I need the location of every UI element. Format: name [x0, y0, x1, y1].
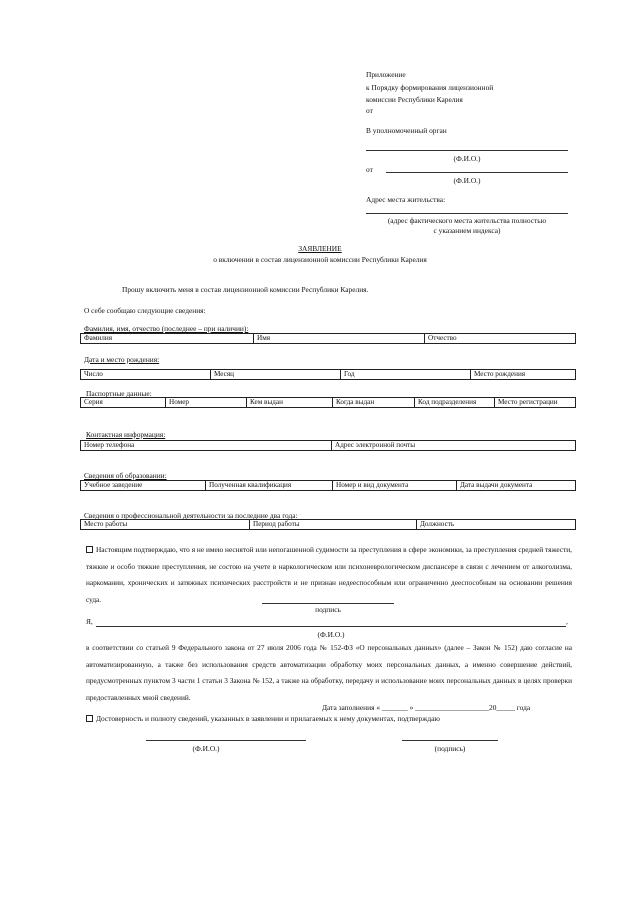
- work-table: [80, 519, 576, 530]
- first-name-field[interactable]: Имя: [254, 334, 425, 344]
- address-label: Адрес места жительства:: [366, 195, 446, 204]
- appendix-line-3: комиссии Республики Карелия: [366, 95, 463, 104]
- document-subtitle: о включении в состав лицензионной комиссии Республики Карелия: [213, 255, 427, 264]
- birth-table: [80, 369, 576, 380]
- footer-fio-caption: (Ф.И.О.): [192, 744, 220, 753]
- confirmation-checkbox[interactable]: [86, 546, 93, 553]
- birth-section-label: Дата и место рождения:: [84, 355, 160, 364]
- confirmation-block: [86, 542, 572, 608]
- accuracy-block: [86, 714, 440, 723]
- address-hint-1: (адрес фактического места жительства полностью: [387, 216, 547, 225]
- applicant-from-label: от: [366, 165, 373, 174]
- fio-caption: (Ф.И.О.): [317, 630, 345, 639]
- birth-place-field[interactable]: Место рождения: [471, 370, 576, 380]
- fill-date-line[interactable]: Дата заполнения « _______ » ____________________20_____ года: [322, 703, 531, 712]
- ya-suffix: ,: [566, 617, 568, 626]
- email-field[interactable]: Адрес электронной почты: [332, 441, 576, 451]
- address-line[interactable]: [366, 213, 568, 214]
- contact-section-label: Контактная информация:: [86, 430, 166, 439]
- workplace-field[interactable]: Место работы: [81, 520, 250, 530]
- phone-field[interactable]: Номер телефона: [81, 441, 332, 451]
- passport-number-field[interactable]: Номер: [166, 398, 247, 408]
- recipient-line[interactable]: [366, 150, 568, 151]
- consent-text: в соответствии со статьей 9 Федерального закона от 27 июля 2006 года № 152-ФЗ «О персональных данных» (далее – Закон № 152) даю согласие на автоматизированную, а также без использования средств автоматизации обработку моих персональных данных, а именно совершение действий, предусмотренных пунктом 3 части 1 статьи 3 Закона № 152, а также на обработку, передачу и использование моих персональных данных в целях проверки предоставленных мной сведений.: [86, 643, 572, 702]
- passport-table: [80, 397, 576, 408]
- name-section-label: Фамилия, имя, отчество (последнее – при наличии):: [84, 324, 249, 333]
- passport-section-label: Паспортные данные:: [86, 389, 152, 398]
- applicant-from-line[interactable]: [386, 172, 568, 173]
- passport-issue-date-field[interactable]: Когда выдан: [333, 398, 415, 408]
- signature-caption: подпись: [315, 605, 341, 614]
- patronymic-field[interactable]: Отчество: [425, 334, 576, 344]
- accuracy-checkbox[interactable]: [86, 715, 93, 722]
- name-table: [80, 333, 576, 344]
- birth-year-field[interactable]: Год: [341, 370, 471, 380]
- ya-prefix: Я,: [86, 617, 93, 626]
- contact-table: [80, 440, 576, 451]
- accuracy-text: Достоверность и полноту сведений, указанных в заявлении и прилагаемых к нему документах, подтверждаю: [96, 714, 440, 723]
- passport-division-code-field[interactable]: Код подразделения: [415, 398, 495, 408]
- from-label: от: [366, 106, 373, 115]
- document-date-field[interactable]: Дата выдачи документа: [457, 481, 576, 491]
- footer-fio-line[interactable]: [146, 740, 306, 741]
- birth-month-field[interactable]: Месяц: [211, 370, 341, 380]
- surname-field[interactable]: Фамилия: [81, 334, 254, 344]
- applicant-fio-caption: (Ф.И.О.): [453, 176, 481, 185]
- position-field[interactable]: Должность: [417, 520, 576, 530]
- passport-issuer-field[interactable]: Кем выдан: [247, 398, 333, 408]
- recipient-fio-caption: (Ф.И.О.): [453, 154, 481, 163]
- fio-line[interactable]: [96, 626, 566, 627]
- intro-text: Прошу включить меня в состав лицензионной комиссии Республики Карелия.: [122, 285, 369, 294]
- qualification-field[interactable]: Полученная квалификация: [206, 481, 333, 491]
- document-title: ЗАЯВЛЕНИЕ: [298, 244, 342, 253]
- work-section-label: Сведения о профессиональной деятельности за последние два года:: [84, 511, 298, 520]
- appendix-line-2: к Порядку формирования лицензионной: [366, 83, 494, 92]
- appendix-line-1: Приложение: [366, 70, 406, 79]
- institution-field[interactable]: Учебное заведение: [81, 481, 206, 491]
- about-text: О себе сообщаю следующие сведения:: [84, 306, 206, 315]
- education-section-label: Сведения об образовании:: [84, 471, 167, 480]
- address-hint-2: с указанием индекса): [433, 226, 501, 235]
- registration-place-field[interactable]: Место регистрации: [495, 398, 576, 408]
- work-period-field[interactable]: Период работы: [250, 520, 417, 530]
- confirmation-text: Настоящим подтверждаю, что я не имею неснятой или непогашенной судимости за преступления в сфере экономики, за преступления средней тяжести, тяжкие и особо тяжкие преступления, не состою на учете в наркологическом или психоневрологическом диспансере в связи с лечением от алкоголизма, наркомании, хронических и затяжных психических расстройств и не признан недееспособным или ограниченно дееспособным на основании решения суда.: [86, 545, 572, 604]
- footer-sign-caption: (подпись): [434, 744, 466, 753]
- birth-day-field[interactable]: Число: [81, 370, 211, 380]
- signature-line[interactable]: [262, 603, 394, 604]
- passport-series-field[interactable]: Серия: [81, 398, 166, 408]
- footer-sign-line[interactable]: [402, 740, 498, 741]
- recipient-label: В уполномоченный орган: [366, 126, 447, 135]
- document-number-field[interactable]: Номер и вид документа: [333, 481, 457, 491]
- education-table: [80, 480, 576, 491]
